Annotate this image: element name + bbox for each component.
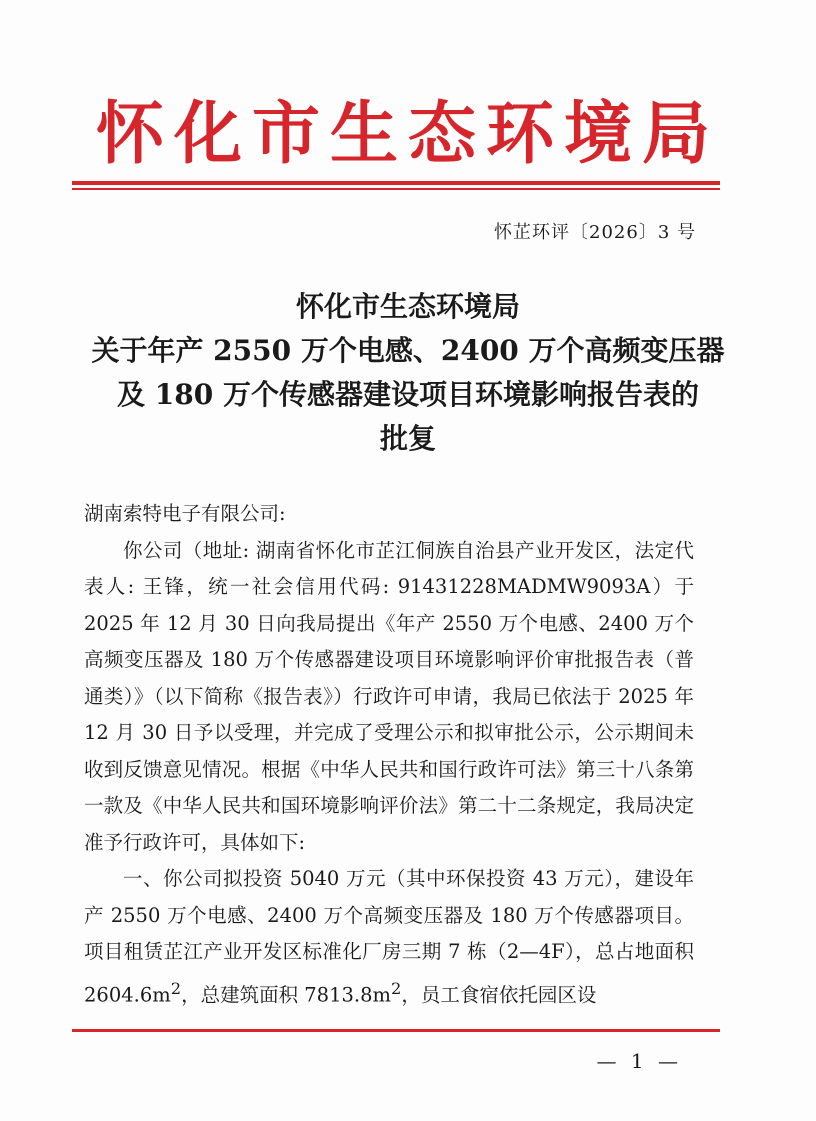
page-number: — 1 —	[596, 1049, 682, 1073]
title-line-1: 怀化市生态环境局	[295, 290, 520, 323]
paragraph-2	[84, 861, 694, 1014]
title-line-2: 关于年产 2550 万个电感、2400 万个高频变压器	[91, 334, 725, 367]
superscript-2b: 2	[391, 978, 402, 998]
paragraph-2-part-2: ，总建筑面积 7813.8m	[181, 983, 391, 1006]
superscript-2: 2	[170, 978, 182, 998]
footer-red-divider	[72, 1029, 720, 1032]
paragraph-2-part-1: 一、你公司拟投资 5040 万元（其中环保投资 43 万元），建设年产 2550 万个电感、2400 万个高频变压器及 180 万个传感器项目。项目租赁芷江产业开发区标准化厂房三期 7 栋（2—4F），总占地面积 2604.6m	[84, 867, 694, 1006]
document-title	[0, 285, 816, 461]
paragraph-2-part-3: ，员工食宿依托园区设	[401, 983, 597, 1006]
red-divider-thin	[72, 188, 720, 190]
document-body	[84, 496, 694, 1014]
title-line-4: 批复	[379, 422, 436, 455]
red-divider-thick	[72, 181, 720, 185]
addressee: 湖南索特电子有限公司:	[84, 502, 286, 525]
agency-header: 怀化市生态环境局	[95, 94, 720, 174]
title-line-3: 及 180 万个传感器建设项目环境影响报告表的	[117, 378, 699, 411]
paragraph-1: 你公司（地址: 湖南省怀化市芷江侗族自治县产业开发区，法定代表人: 王锋，统一社会信用代码: 91431228MADMW9093A）于 2025 年 12 月 30 日向我局提出《年产 2550 万个电感、2400 万个高频变压器及 180 万个传感器建设项目环境影响评价审批报告表（普通类）》（以下简称《报告表》）行政许可申请，我局已依法于 2025 年 12 月 30 日予以受理，并完成了受理公示和拟审批公示，公示期间未收到反馈意见情况。根据《中华人民共和国行政许可法》第三十八条第一款及《中华人民共和国环境影响评价法》第二十二条规定，我局决定准予行政许可，具体如下:	[84, 538, 694, 854]
document-number: 怀芷环评〔2026〕3 号	[494, 222, 696, 243]
